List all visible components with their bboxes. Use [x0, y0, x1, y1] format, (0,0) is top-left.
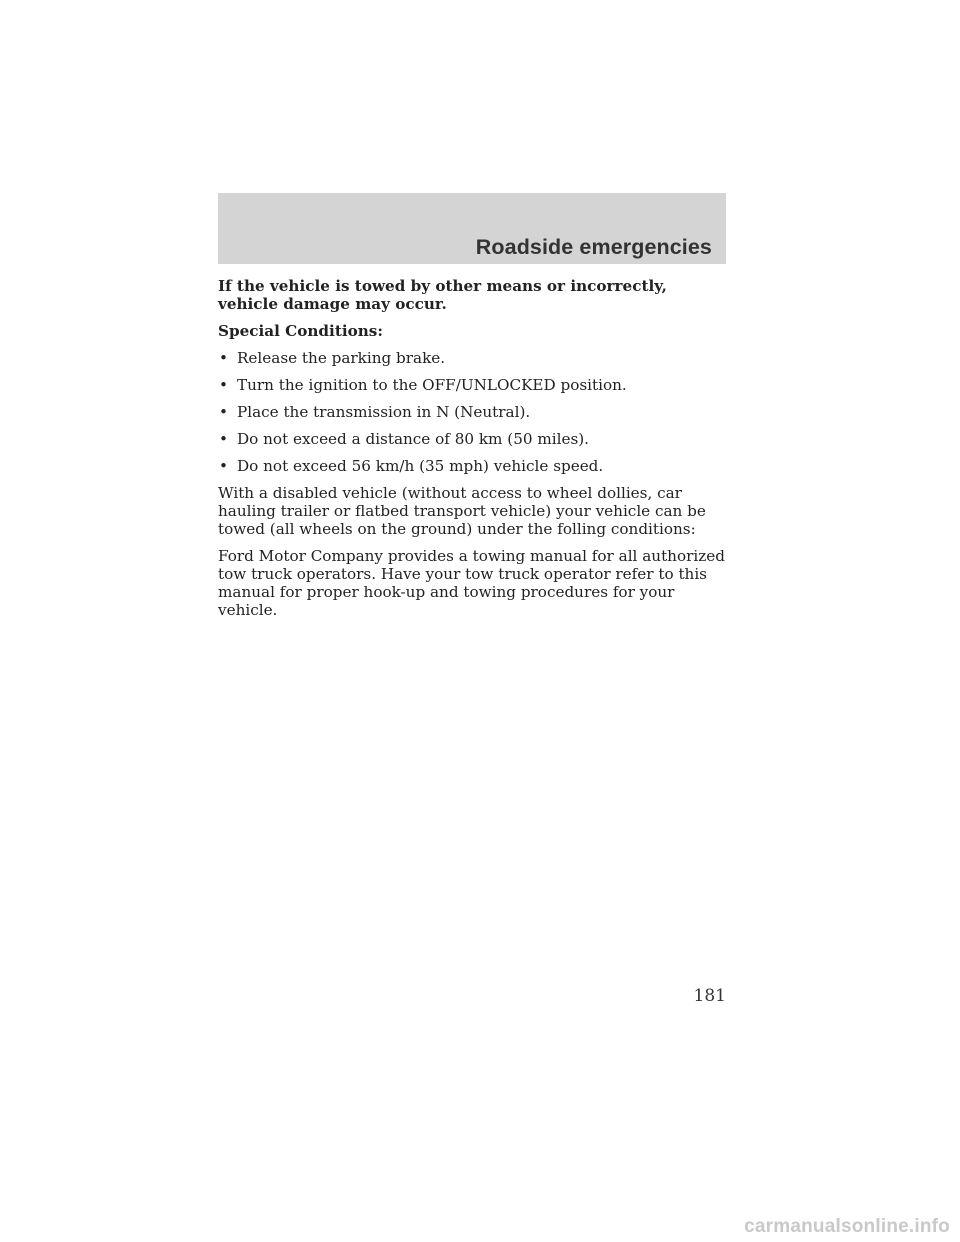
special-conditions-heading: Special Conditions: [218, 322, 383, 340]
site-watermark: carmanualsonline.info [744, 1216, 950, 1237]
towing-manual-paragraph: Ford Motor Company provides a towing manual for all authorized tow truck operators. Have your tow truck operator refer to this manual for proper hook-up and towing procedures for your vehicle. [218, 547, 725, 619]
tow-warning-text: If the vehicle is towed by other means or incorrectly, vehicle damage may occur. [218, 277, 667, 313]
list-item [218, 376, 730, 394]
bullet-icon: • [219, 376, 228, 394]
condition-text: Do not exceed 56 km/h (35 mph) vehicle speed. [237, 457, 604, 475]
condition-text: Turn the ignition to the OFF/UNLOCKED position. [237, 376, 627, 394]
page-number: 181 [693, 986, 726, 1006]
bullet-icon: • [219, 403, 228, 421]
condition-text: Do not exceed a distance of 80 km (50 miles). [237, 430, 590, 448]
list-item [218, 403, 730, 421]
page-content [218, 277, 730, 628]
special-conditions-list [218, 349, 730, 475]
disabled-vehicle-paragraph: With a disabled vehicle (without access to wheel dollies, car hauling trailer or flatbed transport vehicle) your vehicle can be towed (all wheels on the ground) under the folling conditions: [218, 484, 706, 538]
bullet-icon: • [219, 457, 228, 475]
condition-text: Release the parking brake. [237, 349, 446, 367]
section-header-band [218, 193, 726, 264]
bullet-icon: • [219, 349, 228, 367]
section-title: Roadside emergencies [475, 235, 712, 259]
condition-text: Place the transmission in N (Neutral). [237, 403, 531, 421]
list-item [218, 349, 730, 367]
bullet-icon: • [219, 430, 228, 448]
list-item [218, 430, 730, 448]
list-item [218, 457, 730, 475]
